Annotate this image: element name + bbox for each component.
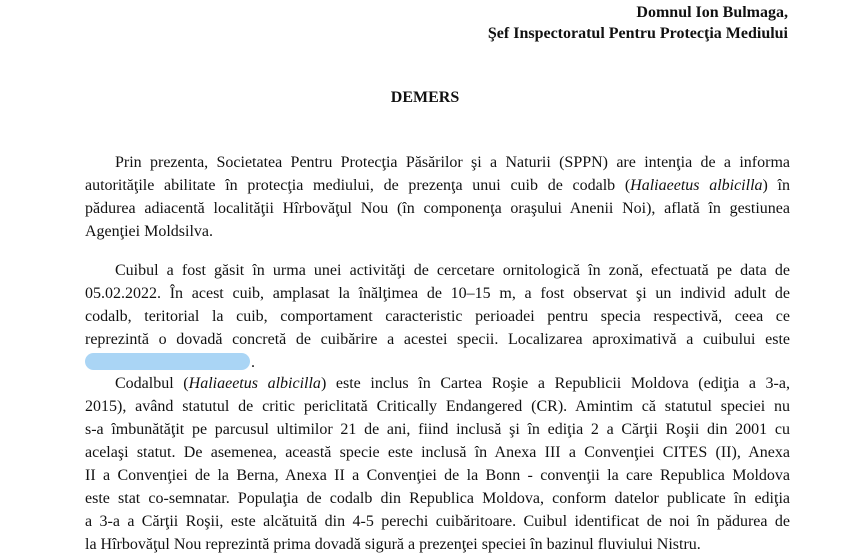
paragraph-line: pădurea adiacentă localităţii Hîrbovăţul Nou (în componenţa oraşului Anenii Noi), aflată în gestiunea [85,200,790,217]
paragraph-line: s-a îmbunătăţit pe parcusul ultimilor 21 de ani, fiind inclusă şi în ediţia 2 a Cărţii Roşii din 2001 cu [85,421,790,438]
species-name-italic: Haliaeetus albicilla [630,177,763,194]
paragraph-line: Codalbul (Haliaeetus albicilla) este inclus în Cartea Roşie a Republicii Moldova (ediţia a 3-a, [115,375,790,392]
paragraph-line: a 3-a a Cărţii Roşii, este alcătuită din 4-5 perechi cuibăritoare. Cuibul identificat de noi în pădurea de [85,513,790,530]
document-title: DEMERS [390,89,460,106]
paragraph-line: Prin prezenta, Societatea Pentru Protecţia Păsărilor şi a Naturii (SPPN) are intenţia de a informa [115,154,790,171]
redaction-mark [85,353,250,370]
paragraph-line: Agenţiei Moldsilva. [85,223,213,240]
paragraph-line: Cuibul a fost găsit în urma unei activităţi de cercetare ornitologică în zonă, efectuată pe data de [115,262,790,279]
addressee-title: Şef Inspectoratul Pentru Protecţia Mediului [487,25,788,42]
paragraph-line: II a Convenţiei de la Berna, Anexa II a Convenţiei de la Bonn - convenţii la care Republica Moldova [85,467,790,484]
paragraph-species-status [85,372,790,556]
paragraph-line: acelaşi statut. De asemenea, această specie este inclusă în Anexa III a Convenţiei CITES (II), Anexa [85,444,790,461]
paragraph-line: 2015), având statutul de critic periclitată Critically Endangered (CR). Amintim că statutul speciei nu [85,398,790,415]
paragraph-line-end: . [251,354,255,371]
paragraph-nest-finding [85,259,790,374]
paragraph-line: 05.02.2022. În acest cuib, amplasat la înălţimea de 10–15 m, a fost observat şi un individ adult de [85,285,790,302]
paragraph-line: codalb, teritorial la cuib, comportament caracteristic perioadei pentru specia respectivă, ceea ce [85,308,790,325]
addressee-block [488,2,788,44]
species-name-italic: Haliaeetus albicilla [188,375,321,392]
paragraph-line-redacted [85,351,790,374]
paragraph-intro [85,151,790,243]
addressee-name: Domnul Ion Bulmaga, [636,4,788,21]
paragraph-line: autorităţile abilitate în protecţia mediului, de prezenţa unui cuib de codalb (Haliaeetus albicilla) în [85,177,791,194]
paragraph-line: reprezintă o dovadă concretă de cuibărire a acestei specii. Localizarea aproximativă a cuibului este [85,331,790,348]
paragraph-line: este stat co-semnatar. Populaţia de codalb din Republica Moldova, conform datelor publicate în ediţia [85,490,790,507]
paragraph-line: la Hîrbovăţul Nou reprezintă prima dovadă sigură a prezenţei speciei în bazinul fluviului Nistru. [85,536,701,553]
